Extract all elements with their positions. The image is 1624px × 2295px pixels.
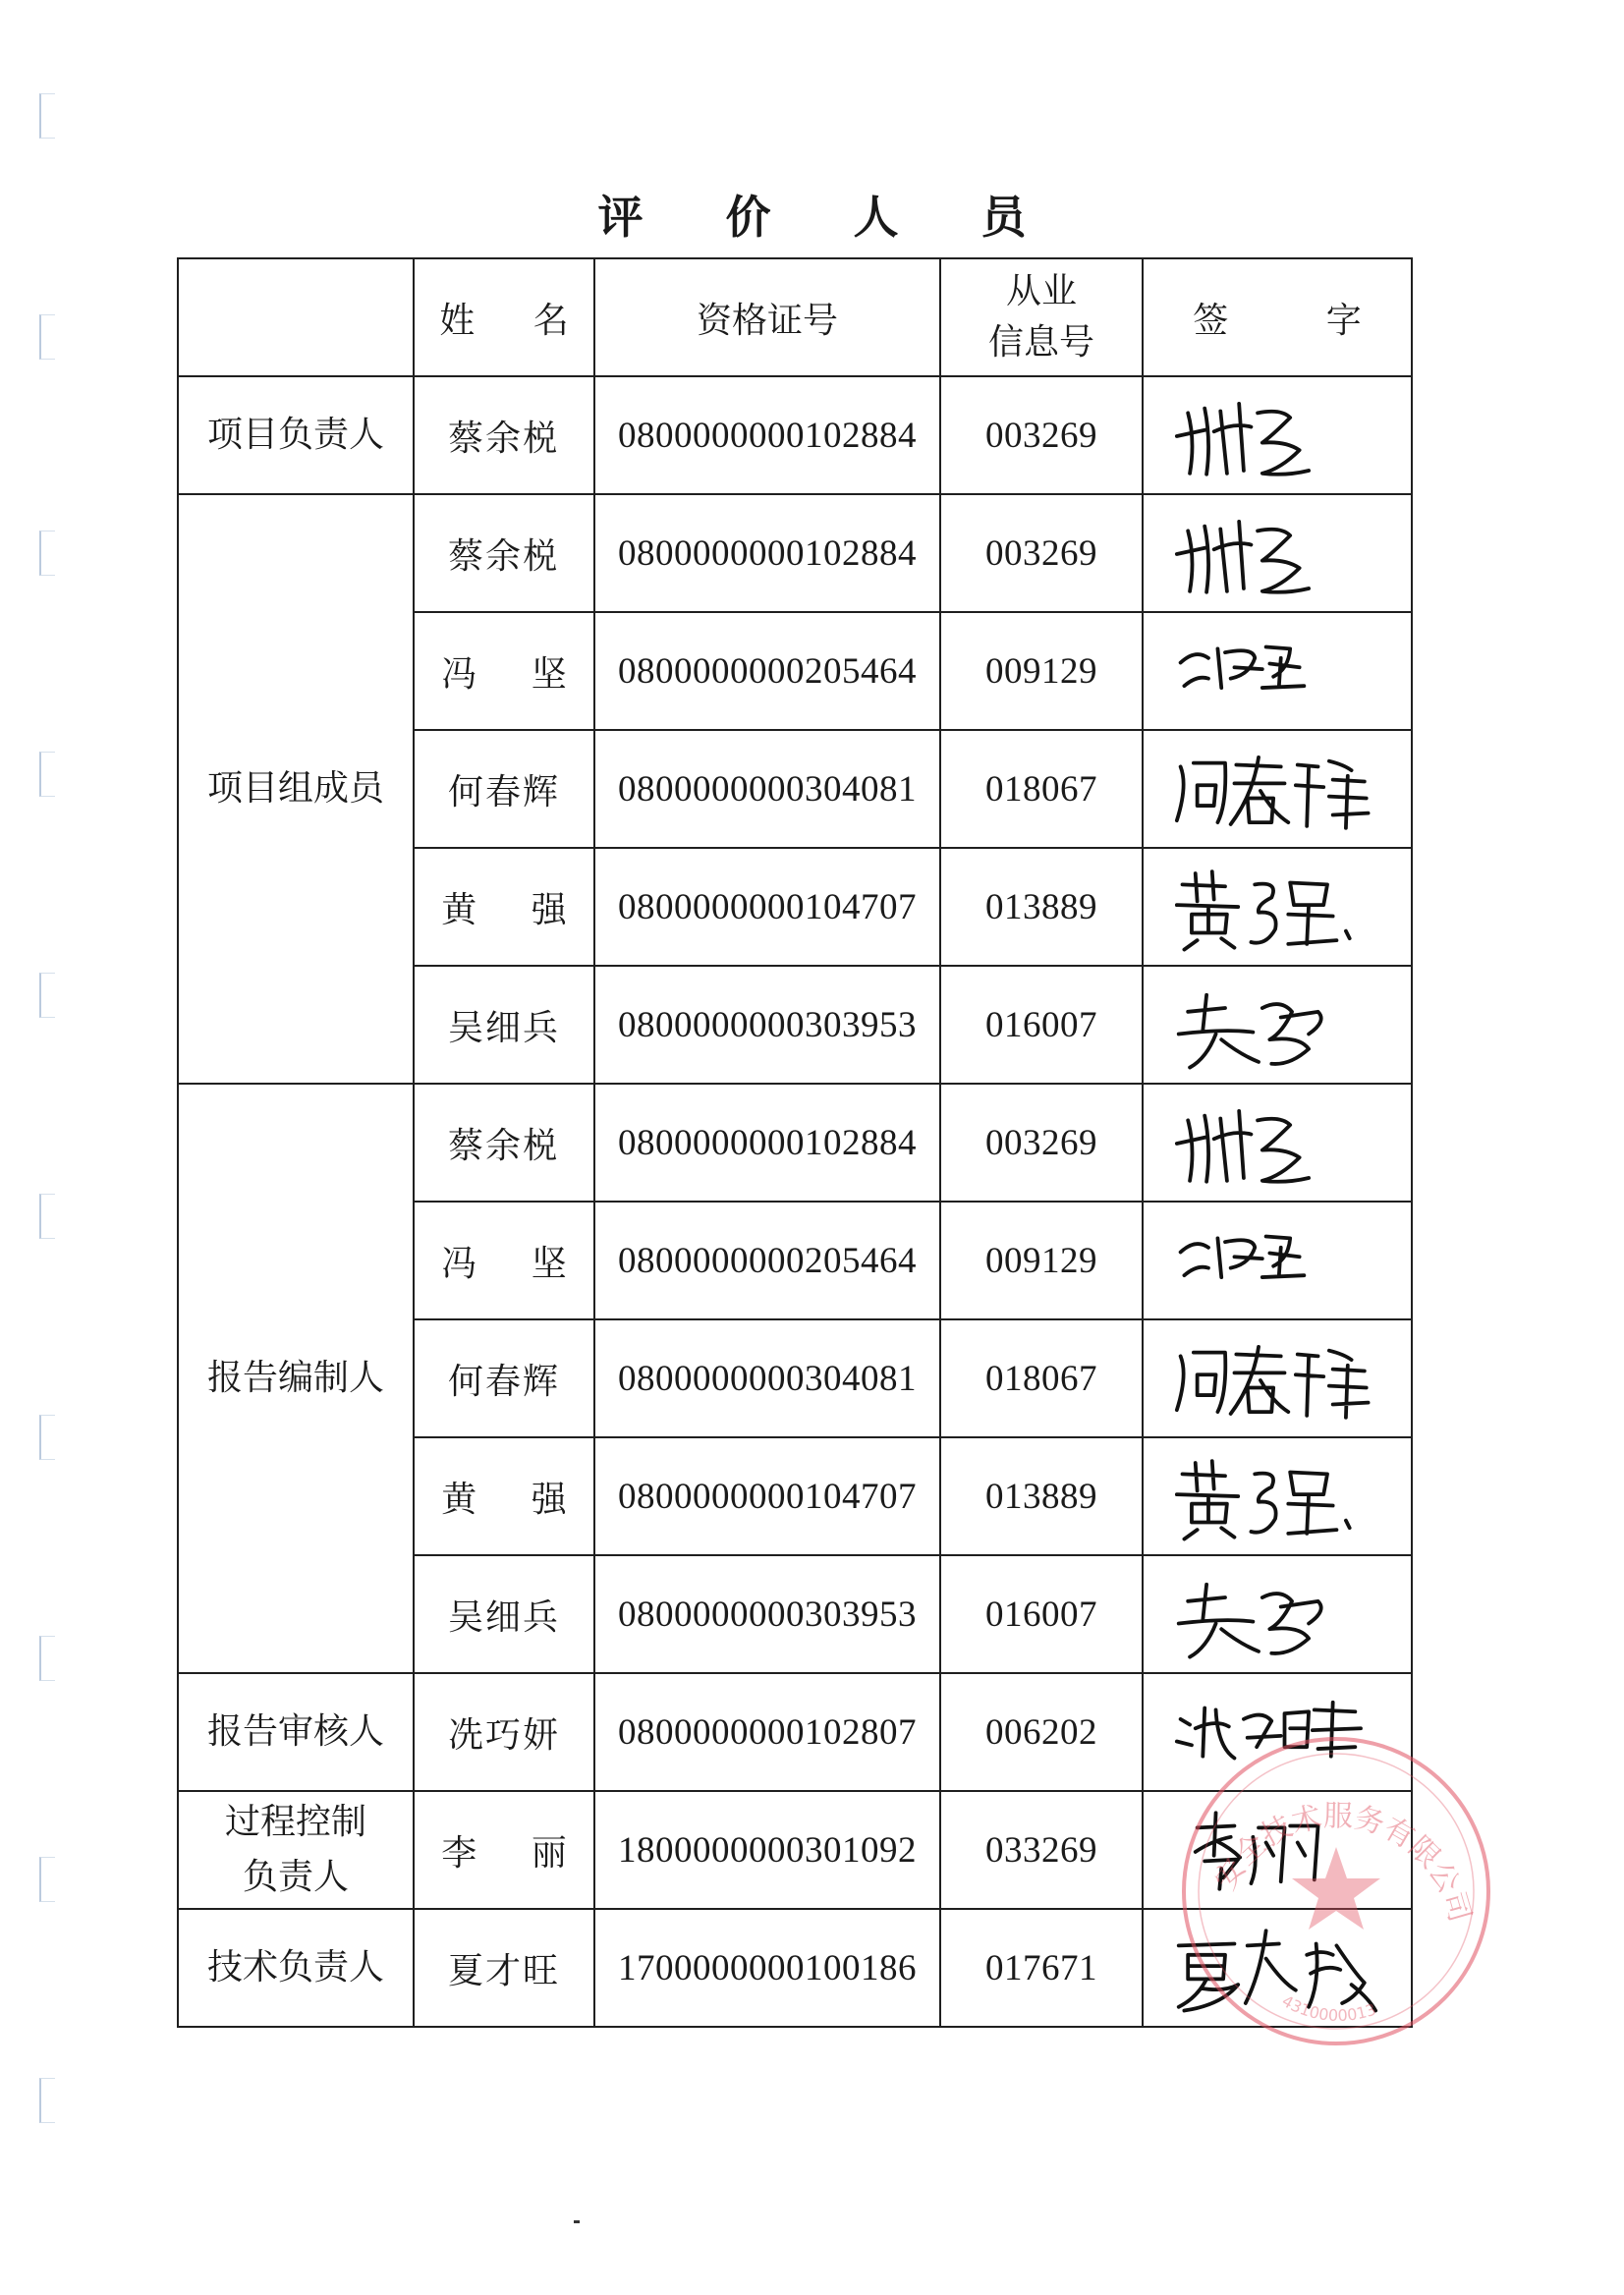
name-cell (414, 1673, 594, 1791)
handwritten-signature (1163, 385, 1389, 487)
name-cell (414, 1791, 594, 1909)
handwritten-signature (1163, 1092, 1389, 1195)
role-label: 报告编制人 (206, 1358, 384, 1398)
binding-hole (39, 531, 55, 576)
practice-cell (940, 376, 1143, 494)
header-signature (1143, 258, 1412, 376)
handwritten-signature (1163, 503, 1389, 605)
name-cell (414, 1909, 594, 2027)
practice-cell (940, 1202, 1143, 1319)
cert-cell-text: 0800000000102807 (618, 1711, 917, 1753)
name-cell-text: 李 丽 (441, 1832, 588, 1874)
scan-speck (574, 2220, 580, 2223)
company-seal (1174, 1729, 1498, 2053)
practice-cell-text: 009129 (985, 650, 1097, 692)
cert-cell (594, 848, 940, 966)
table-row (178, 1084, 1412, 1202)
signature-cell (1143, 1555, 1412, 1673)
table-row (178, 494, 1412, 612)
handwritten-signature (1163, 739, 1389, 841)
cert-cell-text: 0800000000102884 (618, 1122, 917, 1163)
role-label: 报告审核人 (206, 1711, 384, 1752)
binding-hole (39, 93, 55, 139)
practice-cell (940, 1909, 1143, 2027)
cert-cell (594, 612, 940, 730)
name-cell-text: 何春辉 (447, 1361, 560, 1402)
name-cell-text: 冯 坚 (441, 653, 588, 695)
practice-cell-text: 009129 (985, 1240, 1097, 1281)
cert-cell-text: 1800000000301092 (618, 1829, 917, 1871)
role-cell (178, 1084, 414, 1673)
signature-cell (1143, 1319, 1412, 1437)
practice-cell (940, 612, 1143, 730)
name-cell (414, 1319, 594, 1437)
handwritten-signature (1163, 975, 1389, 1077)
practice-cell-text: 018067 (985, 1358, 1097, 1399)
practice-cell-text: 033269 (985, 1829, 1097, 1871)
name-cell-text: 吴细兵 (447, 1596, 560, 1638)
practice-cell (940, 848, 1143, 966)
svg-text:4310000013 (1279, 1991, 1378, 2025)
handwritten-signature (1163, 1446, 1389, 1548)
cert-cell (594, 376, 940, 494)
practice-cell-text: 013889 (985, 1476, 1097, 1517)
cert-cell (594, 1909, 940, 2027)
name-cell-text: 冼巧妍 (447, 1714, 560, 1756)
seal-number: 4310000013 (1278, 1990, 1378, 2026)
practice-cell-text: 018067 (985, 768, 1097, 810)
binding-hole (39, 752, 55, 797)
cert-cell-text: 0800000000102884 (618, 532, 917, 574)
role-label: 项目组成员 (206, 768, 384, 809)
cert-cell (594, 1202, 940, 1319)
practice-cell (940, 966, 1143, 1084)
cert-cell (594, 1084, 940, 1202)
practice-cell-text: 003269 (985, 1122, 1097, 1163)
name-cell-text: 夏才旺 (447, 1950, 560, 1991)
cert-cell (594, 1319, 940, 1437)
cert-cell-text: 0800000000304081 (618, 768, 917, 810)
practice-cell (940, 1437, 1143, 1555)
handwritten-signature (1163, 1328, 1389, 1430)
table-row (178, 376, 1412, 494)
name-cell (414, 1202, 594, 1319)
binding-holes (39, 0, 59, 2295)
role-cell (178, 494, 414, 1084)
signature-cell (1143, 966, 1412, 1084)
role-label-line: 过程控制 (224, 1802, 366, 1842)
cert-cell-text: 0800000000303953 (618, 1004, 917, 1045)
practice-cell-text: 006202 (985, 1711, 1097, 1753)
signature-cell (1143, 1202, 1412, 1319)
cert-cell (594, 730, 940, 848)
role-cell (178, 1673, 414, 1791)
binding-hole (39, 1857, 55, 1902)
cert-cell (594, 1673, 940, 1791)
practice-cell (940, 1319, 1143, 1437)
handwritten-signature (1163, 1210, 1389, 1313)
header-cert (594, 258, 940, 376)
practice-cell (940, 730, 1143, 848)
cert-cell-text: 0800000000205464 (618, 650, 917, 692)
role-label-line: 负责人 (242, 1857, 349, 1897)
binding-hole (39, 314, 55, 360)
role-label: 项目负责人 (206, 415, 384, 455)
name-cell (414, 966, 594, 1084)
cert-cell-text: 0800000000104707 (618, 1476, 917, 1517)
signature-cell (1143, 612, 1412, 730)
cert-cell (594, 494, 940, 612)
page-title: 评 价 人 员 (597, 191, 1060, 244)
signature-cell (1143, 494, 1412, 612)
name-cell (414, 1555, 594, 1673)
cert-cell (594, 1555, 940, 1673)
practice-cell (940, 1791, 1143, 1909)
handwritten-signature (1163, 857, 1389, 959)
header-row (178, 258, 1412, 376)
header-practice-line1: 从业 (1005, 271, 1077, 311)
signature-cell (1143, 1084, 1412, 1202)
name-cell (414, 612, 594, 730)
name-cell (414, 494, 594, 612)
handwritten-signature (1163, 621, 1389, 723)
practice-cell (940, 1555, 1143, 1673)
signature-cell (1143, 730, 1412, 848)
cert-cell (594, 1437, 940, 1555)
header-signature-label: 签 字 (1193, 300, 1405, 341)
name-cell-text: 蔡余棁 (447, 535, 560, 577)
practice-cell-text: 016007 (985, 1594, 1097, 1635)
practice-cell-text: 003269 (985, 532, 1097, 574)
cert-cell-text: 1700000000100186 (618, 1947, 917, 1988)
header-name (414, 258, 594, 376)
cert-cell-text: 0800000000104707 (618, 886, 917, 927)
name-cell-text: 冯 坚 (441, 1243, 588, 1284)
role-cell (178, 376, 414, 494)
binding-hole (39, 1415, 55, 1460)
practice-cell-text: 013889 (985, 886, 1097, 927)
practice-cell (940, 1084, 1143, 1202)
name-cell (414, 848, 594, 966)
header-role (178, 258, 414, 376)
practice-cell-text: 017671 (985, 1947, 1097, 1988)
name-cell-text: 何春辉 (447, 771, 560, 812)
handwritten-signature (1163, 1564, 1389, 1666)
binding-hole (39, 1194, 55, 1239)
role-label: 技术负责人 (206, 1947, 384, 1987)
header-cert-label: 资格证号 (696, 300, 838, 341)
name-cell-text: 吴细兵 (447, 1007, 560, 1048)
cert-cell-text: 0800000000205464 (618, 1240, 917, 1281)
role-cell (178, 1909, 414, 2027)
name-cell (414, 1437, 594, 1555)
binding-hole (39, 973, 55, 1018)
cert-cell (594, 966, 940, 1084)
header-name-label: 姓 名 (439, 300, 592, 341)
practice-cell-text: 003269 (985, 415, 1097, 456)
name-cell-text: 黄 强 (441, 889, 588, 930)
name-cell-text: 蔡余棁 (447, 418, 560, 459)
binding-hole (39, 2078, 55, 2123)
name-cell (414, 730, 594, 848)
cert-cell-text: 0800000000102884 (618, 415, 917, 456)
cert-cell (594, 1791, 940, 1909)
cert-cell-text: 0800000000303953 (618, 1594, 917, 1635)
name-cell-text: 黄 强 (441, 1479, 588, 1520)
seal-text: 安全技术服务有限公司 (1207, 1799, 1478, 1927)
binding-hole (39, 1636, 55, 1681)
practice-cell-text: 016007 (985, 1004, 1097, 1045)
practice-cell (940, 1673, 1143, 1791)
practice-cell (940, 494, 1143, 612)
signature-cell (1143, 848, 1412, 966)
signature-cell (1143, 1437, 1412, 1555)
name-cell (414, 1084, 594, 1202)
name-cell-text: 蔡余棁 (447, 1125, 560, 1166)
role-cell (178, 1791, 414, 1909)
cert-cell-text: 0800000000304081 (618, 1358, 917, 1399)
name-cell (414, 376, 594, 494)
signature-cell (1143, 376, 1412, 494)
header-practice (940, 258, 1143, 376)
header-practice-line2: 信息号 (987, 322, 1094, 363)
